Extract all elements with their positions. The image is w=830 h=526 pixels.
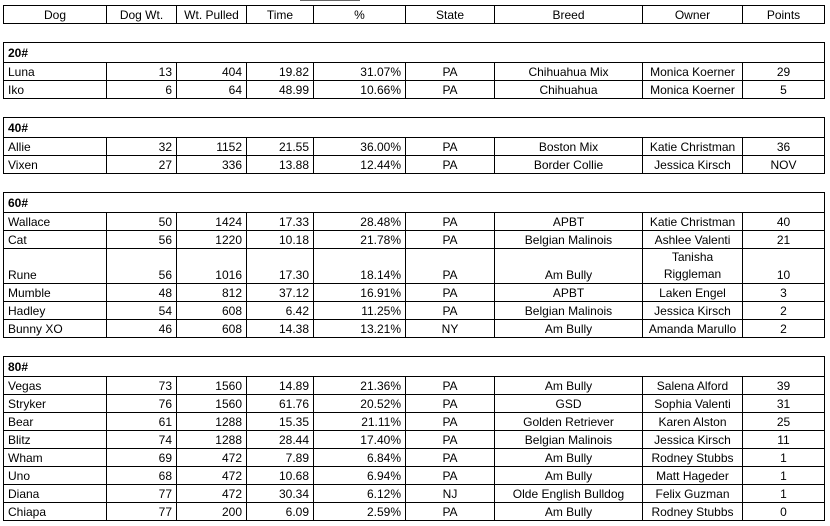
cell-dog-weight: 77	[107, 485, 177, 503]
cell-percent: 18.14%	[314, 249, 406, 284]
cell-dog: Wham	[4, 449, 107, 467]
cell-owner: Karen Alston	[643, 413, 743, 431]
cell-state: PA	[406, 284, 495, 302]
cell-dog: Hadley	[4, 302, 107, 320]
cell-points: 1	[743, 467, 825, 485]
cell-state: NY	[406, 320, 495, 338]
spacer-cell	[4, 99, 825, 118]
cell-owner: Tanisha Riggleman	[643, 249, 743, 284]
cell-time: 13.88	[247, 156, 314, 174]
cell-points: 2	[743, 320, 825, 338]
weight-class-header	[4, 43, 825, 63]
cell-percent: 11.25%	[314, 302, 406, 320]
cell-owner: Katie Christman	[643, 213, 743, 231]
cell-owner: Monica Koerner	[643, 63, 743, 81]
cell-weight-pulled: 336	[177, 156, 247, 174]
cell-dog: Mumble	[4, 284, 107, 302]
cell-state: PA	[406, 395, 495, 413]
cell-points: NOV	[743, 156, 825, 174]
table-row	[4, 413, 825, 431]
cell-dog-weight: 48	[107, 284, 177, 302]
cell-owner: Rodney Stubbs	[643, 503, 743, 521]
cell-percent: 2.59%	[314, 503, 406, 521]
cell-dog-weight: 54	[107, 302, 177, 320]
header-dog-weight: Dog Wt.	[107, 6, 177, 24]
cell-state: PA	[406, 302, 495, 320]
cell-percent: 6.84%	[314, 449, 406, 467]
table-row	[4, 81, 825, 99]
cell-weight-pulled: 608	[177, 302, 247, 320]
cell-points: 25	[743, 413, 825, 431]
cell-owner: Felix Guzman	[643, 485, 743, 503]
cell-breed: Am Bully	[495, 449, 643, 467]
cell-owner: Jessica Kirsch	[643, 431, 743, 449]
table-row	[4, 377, 825, 395]
cell-breed: Belgian Malinois	[495, 431, 643, 449]
cell-dog-weight: 32	[107, 138, 177, 156]
cell-time: 10.18	[247, 231, 314, 249]
cell-points: 40	[743, 213, 825, 231]
cell-state: PA	[406, 138, 495, 156]
cell-weight-pulled: 64	[177, 81, 247, 99]
cell-dog: Stryker	[4, 395, 107, 413]
cell-points: 11	[743, 431, 825, 449]
cell-time: 37.12	[247, 284, 314, 302]
cell-time: 14.38	[247, 320, 314, 338]
cell-owner: Monica Koerner	[643, 81, 743, 99]
cell-breed: Am Bully	[495, 503, 643, 521]
cell-state: PA	[406, 156, 495, 174]
cell-points: 31	[743, 395, 825, 413]
cell-percent: 16.91%	[314, 284, 406, 302]
cell-dog-weight: 61	[107, 413, 177, 431]
table-row	[4, 249, 825, 284]
cell-dog-weight: 27	[107, 156, 177, 174]
cell-state: PA	[406, 231, 495, 249]
spacer-cell	[4, 174, 825, 193]
table-row	[4, 485, 825, 503]
cell-dog-weight: 73	[107, 377, 177, 395]
cell-points: 5	[743, 81, 825, 99]
cell-time: 30.34	[247, 485, 314, 503]
cell-time: 17.30	[247, 249, 314, 284]
cell-weight-pulled: 1424	[177, 213, 247, 231]
cell-percent: 6.12%	[314, 485, 406, 503]
cell-time: 28.44	[247, 431, 314, 449]
cell-dog: Bunny XO	[4, 320, 107, 338]
weight-class-title: 80#	[4, 357, 825, 377]
cell-time: 61.76	[247, 395, 314, 413]
cell-time: 48.99	[247, 81, 314, 99]
cell-breed: Belgian Malinois	[495, 231, 643, 249]
table-row	[4, 63, 825, 81]
cell-time: 6.09	[247, 503, 314, 521]
table-row	[4, 302, 825, 320]
cell-points: 3	[743, 284, 825, 302]
cell-points: 0	[743, 503, 825, 521]
header-points: Points	[743, 6, 825, 24]
clipped-title-fragment	[300, 0, 360, 3]
cell-weight-pulled: 200	[177, 503, 247, 521]
cell-breed: Golden Retriever	[495, 413, 643, 431]
cell-owner: Amanda Marullo	[643, 320, 743, 338]
spacer-cell	[4, 24, 825, 43]
table-row	[4, 320, 825, 338]
cell-time: 19.82	[247, 63, 314, 81]
cell-weight-pulled: 812	[177, 284, 247, 302]
cell-percent: 21.36%	[314, 377, 406, 395]
cell-points: 1	[743, 449, 825, 467]
cell-percent: 21.78%	[314, 231, 406, 249]
cell-points: 29	[743, 63, 825, 81]
cell-owner: Sophia Valenti	[643, 395, 743, 413]
cell-dog-weight: 74	[107, 431, 177, 449]
cell-breed: Olde English Bulldog	[495, 485, 643, 503]
cell-dog: Vixen	[4, 156, 107, 174]
cell-state: PA	[406, 431, 495, 449]
spacer-cell	[4, 338, 825, 357]
weight-class-header	[4, 193, 825, 213]
header-time: Time	[247, 6, 314, 24]
cell-dog: Luna	[4, 63, 107, 81]
weight-class-title: 60#	[4, 193, 825, 213]
cell-time: 14.89	[247, 377, 314, 395]
cell-breed: Belgian Malinois	[495, 302, 643, 320]
cell-breed: Am Bully	[495, 249, 643, 284]
cell-weight-pulled: 608	[177, 320, 247, 338]
cell-breed: Border Collie	[495, 156, 643, 174]
table-row	[4, 431, 825, 449]
section-spacer	[4, 174, 825, 193]
header-weight-pulled: Wt. Pulled	[177, 6, 247, 24]
cell-state: PA	[406, 81, 495, 99]
cell-dog-weight: 13	[107, 63, 177, 81]
cell-points: 2	[743, 302, 825, 320]
table-row	[4, 213, 825, 231]
cell-state: PA	[406, 377, 495, 395]
table-row	[4, 449, 825, 467]
cell-owner: Ashlee Valenti	[643, 231, 743, 249]
cell-dog-weight: 50	[107, 213, 177, 231]
header-dog: Dog	[4, 6, 107, 24]
cell-dog-weight: 68	[107, 467, 177, 485]
cell-state: PA	[406, 503, 495, 521]
cell-owner: Matt Hageder	[643, 467, 743, 485]
cell-percent: 36.00%	[314, 138, 406, 156]
cell-percent: 21.11%	[314, 413, 406, 431]
cell-percent: 20.52%	[314, 395, 406, 413]
cell-owner: Rodney Stubbs	[643, 449, 743, 467]
cell-dog: Rune	[4, 249, 107, 284]
cell-dog-weight: 77	[107, 503, 177, 521]
results-table-body	[4, 6, 825, 521]
cell-percent: 28.48%	[314, 213, 406, 231]
cell-dog-weight: 76	[107, 395, 177, 413]
cell-breed: Am Bully	[495, 377, 643, 395]
cell-dog-weight: 46	[107, 320, 177, 338]
cell-dog: Iko	[4, 81, 107, 99]
table-row	[4, 395, 825, 413]
cell-dog: Chiapa	[4, 503, 107, 521]
cell-owner: Laken Engel	[643, 284, 743, 302]
cell-state: NJ	[406, 485, 495, 503]
cell-percent: 13.21%	[314, 320, 406, 338]
cell-dog: Diana	[4, 485, 107, 503]
cell-percent: 10.66%	[314, 81, 406, 99]
cell-dog: Blitz	[4, 431, 107, 449]
cell-weight-pulled: 472	[177, 449, 247, 467]
cell-weight-pulled: 1016	[177, 249, 247, 284]
cell-dog: Uno	[4, 467, 107, 485]
table-row	[4, 156, 825, 174]
cell-dog: Bear	[4, 413, 107, 431]
cell-state: PA	[406, 449, 495, 467]
section-spacer	[4, 99, 825, 118]
cell-state: PA	[406, 213, 495, 231]
header-owner: Owner	[643, 6, 743, 24]
table-row	[4, 231, 825, 249]
cell-weight-pulled: 472	[177, 485, 247, 503]
cell-weight-pulled: 1288	[177, 413, 247, 431]
cell-weight-pulled: 1560	[177, 395, 247, 413]
cell-state: PA	[406, 63, 495, 81]
weight-class-title: 20#	[4, 43, 825, 63]
cell-time: 6.42	[247, 302, 314, 320]
cell-dog-weight: 56	[107, 249, 177, 284]
table-row	[4, 503, 825, 521]
cell-time: 17.33	[247, 213, 314, 231]
cell-percent: 17.40%	[314, 431, 406, 449]
cell-breed: Chihuahua	[495, 81, 643, 99]
header-state: State	[406, 6, 495, 24]
cell-points: 10	[743, 249, 825, 284]
cell-state: PA	[406, 467, 495, 485]
cell-breed: Am Bully	[495, 320, 643, 338]
cell-owner: Jessica Kirsch	[643, 156, 743, 174]
cell-breed: Chihuahua Mix	[495, 63, 643, 81]
cell-dog-weight: 6	[107, 81, 177, 99]
cell-time: 10.68	[247, 467, 314, 485]
weight-class-header	[4, 357, 825, 377]
table-row	[4, 138, 825, 156]
cell-weight-pulled: 1288	[177, 431, 247, 449]
cell-points: 39	[743, 377, 825, 395]
cell-weight-pulled: 472	[177, 467, 247, 485]
cell-dog: Wallace	[4, 213, 107, 231]
cell-breed: Am Bully	[495, 467, 643, 485]
cell-breed: GSD	[495, 395, 643, 413]
weight-class-title: 40#	[4, 118, 825, 138]
cell-points: 36	[743, 138, 825, 156]
cell-dog: Allie	[4, 138, 107, 156]
cell-percent: 31.07%	[314, 63, 406, 81]
cell-weight-pulled: 404	[177, 63, 247, 81]
cell-dog: Vegas	[4, 377, 107, 395]
cell-time: 21.55	[247, 138, 314, 156]
table-row	[4, 284, 825, 302]
cell-dog-weight: 56	[107, 231, 177, 249]
cell-state: PA	[406, 249, 495, 284]
cell-owner: Jessica Kirsch	[643, 302, 743, 320]
cell-time: 15.35	[247, 413, 314, 431]
section-spacer	[4, 338, 825, 357]
cell-dog-weight: 69	[107, 449, 177, 467]
cell-percent: 6.94%	[314, 467, 406, 485]
cell-weight-pulled: 1220	[177, 231, 247, 249]
header-percent: %	[314, 6, 406, 24]
cell-breed: APBT	[495, 284, 643, 302]
header-breed: Breed	[495, 6, 643, 24]
cell-points: 21	[743, 231, 825, 249]
cell-state: PA	[406, 413, 495, 431]
weight-class-header	[4, 118, 825, 138]
cell-owner: Katie Christman	[643, 138, 743, 156]
table-row	[4, 467, 825, 485]
cell-points: 1	[743, 485, 825, 503]
cell-breed: Boston Mix	[495, 138, 643, 156]
cell-breed: APBT	[495, 213, 643, 231]
cell-weight-pulled: 1152	[177, 138, 247, 156]
cell-dog: Cat	[4, 231, 107, 249]
cell-time: 7.89	[247, 449, 314, 467]
cell-weight-pulled: 1560	[177, 377, 247, 395]
section-spacer	[4, 24, 825, 43]
header-row	[4, 6, 825, 24]
cell-owner: Salena Alford	[643, 377, 743, 395]
cell-percent: 12.44%	[314, 156, 406, 174]
results-table	[3, 5, 825, 521]
